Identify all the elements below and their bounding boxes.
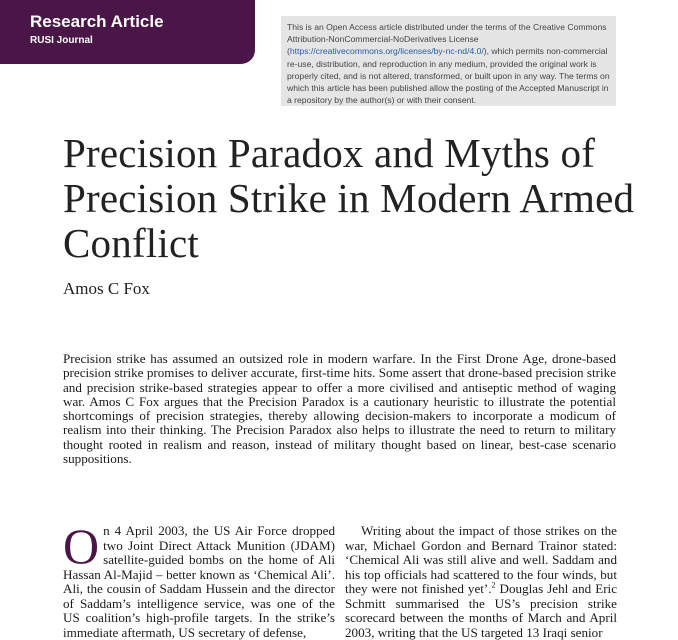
drop-cap: O <box>63 518 100 574</box>
license-text-before: This is an Open Access article distributed under the terms of the Creative Commons Attribution-NonCommercial-NoDerivatives License ( <box>287 22 607 57</box>
body-right-text-2: Douglas Jehl and Eric Schmitt summarised the US’s precision strike scorecard between the months of March and April 2003, writing that the US targeted 13 Iraqi senior <box>345 581 618 640</box>
article-title: Precision Paradox and Myths of Precision Strike in Modern Armed Conflict <box>63 130 635 266</box>
article-type-banner <box>0 0 255 64</box>
journal-name: RUSI Journal <box>30 35 93 46</box>
body-right-text-1: Writing about the impact of those strikes on the war, Michael Gordon and Bernard Trainor stated: ‘Chemical Ali was still alive and well. Saddam and his top officials had scattered to the four winds, but they were not finished yet’. <box>345 523 617 596</box>
body-column-right <box>345 524 617 640</box>
body-left-text: n 4 April 2003, the US Air Force dropped two Joint Direct Attack Munition (JDAM) satellite-guided bombs on the home of Ali Hassan Al-Majid – better known as ‘Chemical Ali’. Ali, the cousin of Saddam Hussein and the director of Saddam’s intelligence service, was one of the US coalition’s high-profile targets. In the strike’s immediate aftermath, US secretary of defense, <box>63 523 335 640</box>
body-column-left <box>63 518 335 640</box>
abstract: Precision strike has assumed an outsized role in modern warfare. In the First Drone Age, drone-based precision strike promises to deliver accurate, first-time hits. Some assert that drone-based precision strike and precision strike-based strategies appear to offer a more civilised and antiseptic method of waging war. Amos C Fox argues that the Precision Paradox is a cautionary heuristic to illustrate the potential shortcomings of precision strategies, thereby allowing decision-makers to incorporate a modicum of realism into their thinking. The Precision Paradox also helps to illustrate the need to return to military thought rooted in realism and reason, instead of military thought based on linear, best-case scenario suppositions. <box>63 351 616 467</box>
license-text-after: ), which permits non-commercial re-use, distribution, and reproduction in any medium, provided the original work is properly cited, and is not altered, transformed, or built upon in any way. The terms on which this article has been published allow the posting of the Accepted Manuscript in a repository by the author(s) or with their consent. <box>287 46 610 106</box>
article-type-label: Research Article <box>30 12 164 31</box>
license-link[interactable]: https://creativecommons.org/licenses/by-nc-nd/4.0/ <box>289 46 484 57</box>
footnote-marker[interactable]: 2 <box>491 580 496 590</box>
license-notice <box>281 16 616 106</box>
author-name: Amos C Fox <box>63 279 150 298</box>
